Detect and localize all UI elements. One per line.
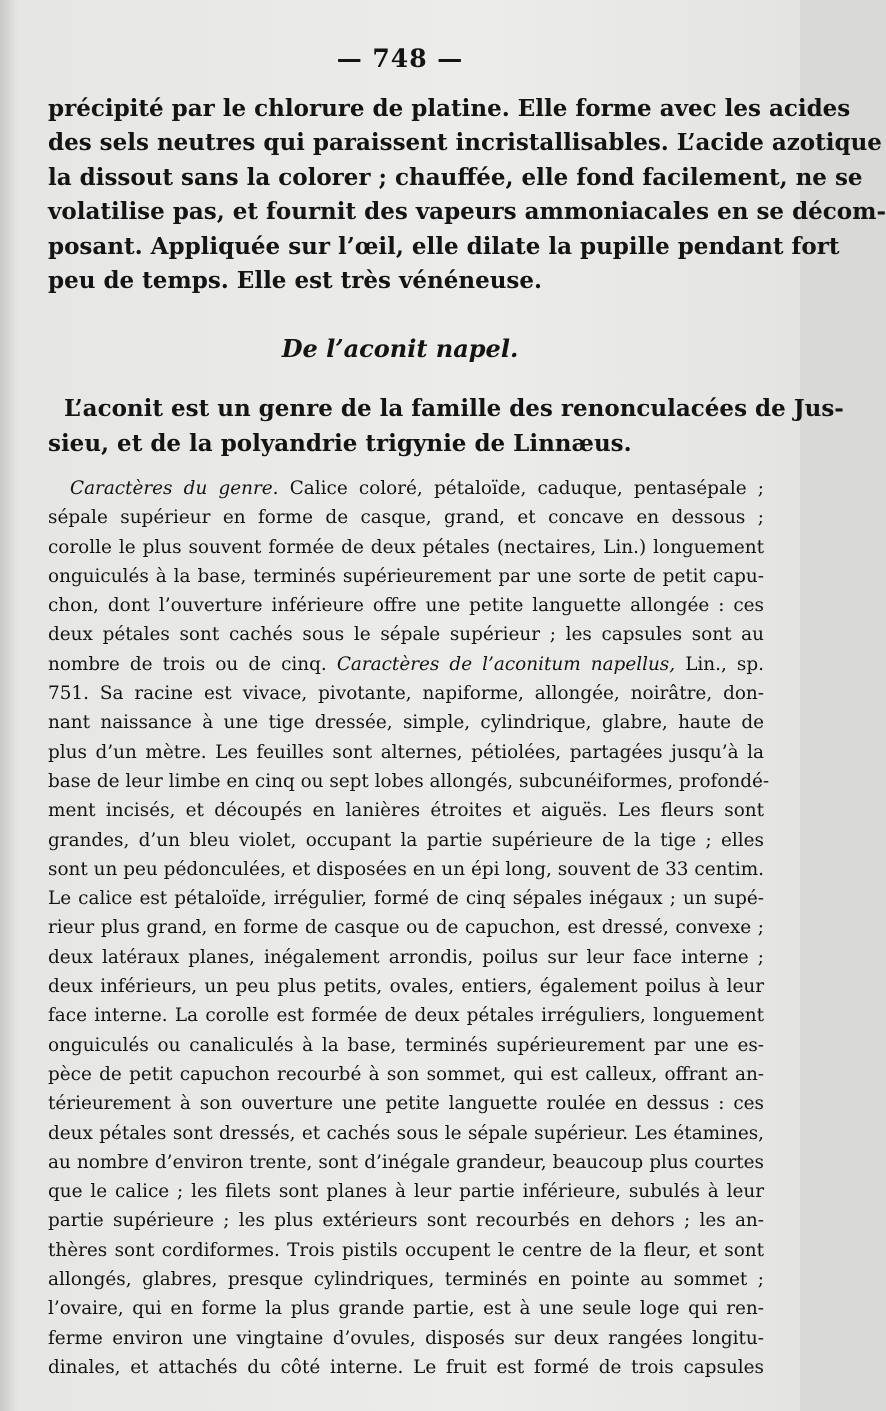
text-line: ferme environ une vingtaine d’ovules, disposés sur deux rangées longitu-	[48, 1327, 764, 1349]
section-heading: De l’aconit napel.	[281, 334, 519, 363]
text-line: base de leur limbe en cinq ou sept lobes allongés, subcunéiformes, profondé-	[48, 770, 770, 792]
text-line: chon, dont l’ouverture inférieure offre une petite languette allongée : ces	[48, 595, 764, 617]
text-line: que le calice ; les filets sont planes à leur partie inférieure, subulés à leur	[48, 1181, 764, 1203]
text-line: L’aconit est un genre de la famille des renonculacées de Jus-	[64, 395, 844, 422]
text-line: précipité par le chlorure de platine. Elle forme avec les acides	[48, 95, 851, 122]
text-line: la dissout sans la colorer ; chauffée, elle fond facilement, ne se	[48, 163, 863, 191]
text-line: térieurement à son ouverture une petite languette roulée en dessus : ces	[48, 1093, 764, 1115]
text-line: allongés, glabres, presque cylindriques, terminés en pointe au sommet ;	[48, 1269, 764, 1291]
text-line: dinales, et attachés du côté interne. Le fruit est formé de trois capsules	[48, 1356, 764, 1378]
text-line: deux pétales sont dressés, et cachés sous le sépale supérieur. Les étamines,	[48, 1122, 764, 1144]
text-line: plus d’un mètre. Les feuilles sont alternes, pétiolées, partagées jusqu’à la	[48, 741, 764, 763]
text-line: partie supérieure ; les plus extérieurs sont recourbés en dehors ; les an-	[48, 1210, 764, 1232]
text-line: face interne. La corolle est formée de deux pétales irréguliers, longuement	[48, 1005, 764, 1027]
text-line	[48, 474, 764, 503]
text-line	[48, 650, 764, 679]
text-line: onguiculés à la base, terminés supérieurement par une sorte de petit capu-	[48, 565, 764, 587]
text-line: onguiculés ou canaliculés à la base, terminés supérieurement par une es-	[48, 1034, 764, 1056]
text-line: ment incisés, et découpés en lanières étroites et aiguës. Les fleurs sont	[48, 800, 764, 822]
species-label: Caractères de l’aconitum napellus,	[336, 653, 676, 675]
text-line: corolle le plus souvent formée de deux pétales (nectaires, Lin.) longuement	[48, 536, 764, 558]
genre-label: Caractères du genre.	[70, 478, 279, 499]
page-number: — 748 —	[336, 44, 464, 73]
text-line: pèce de petit capuchon recourbé à son sommet, qui est calleux, offrant an-	[48, 1063, 764, 1085]
text-line: posant. Appliquée sur l’œil, elle dilate la pupille pendant fort	[48, 232, 840, 260]
text-line: thères sont cordiformes. Trois pistils occupent le centre de la fleur, et sont	[48, 1239, 764, 1261]
species-line-start: nombre de trois ou de cinq.	[48, 653, 337, 675]
text-line: peu de temps. Elle est très vénéneuse.	[48, 267, 543, 295]
text-line: au nombre d’environ trente, sont d’inégale grandeur, beaucoup plus courtes	[48, 1151, 764, 1173]
text-line: l’ovaire, qui en forme la plus grande partie, est à une seule loge qui ren-	[48, 1298, 764, 1320]
genre-line-rest: Calice coloré, pétaloïde, caduque, pentasépale ;	[278, 478, 764, 499]
text-line: grandes, d’un bleu violet, occupant la partie supérieure de la tige ; elles	[48, 829, 764, 851]
text-line: sieu, et de la polyandrie trigynie de Linnæus.	[48, 429, 632, 457]
intro-paragraph	[48, 92, 886, 298]
text-line: deux pétales sont cachés sous le sépale supérieur ; les capsules sont au	[48, 624, 764, 646]
text-line: sépale supérieur en forme de casque, grand, et concave en dessous ;	[48, 507, 764, 529]
lead-paragraph	[48, 392, 844, 461]
text-line: nant naissance à une tige dressée, simple, cylindrique, glabre, haute de	[48, 712, 764, 734]
text-line: 751. Sa racine est vivace, pivotante, napiforme, allongée, noirâtre, don-	[48, 683, 764, 705]
text-line: deux inférieurs, un peu plus petits, ovales, entiers, également poilus à leur	[48, 976, 764, 998]
text-line: Le calice est pétaloïde, irrégulier, formé de cinq sépales inégaux ; un supé-	[48, 888, 764, 910]
text-line: deux latéraux planes, inégalement arrondis, poilus sur leur face interne ;	[48, 946, 764, 968]
species-line-end: Lin., sp.	[675, 653, 764, 675]
description-paragraph	[48, 474, 770, 1382]
text-line: rieur plus grand, en forme de casque ou de capuchon, est dressé, convexe ;	[48, 917, 764, 939]
text-line: sont un peu pédonculées, et disposées en un épi long, souvent de 33 centim.	[48, 858, 764, 880]
text-line: volatilise pas, et fournit des vapeurs ammoniacales en se décom-	[48, 198, 886, 226]
text-line: des sels neutres qui paraissent incristallisables. L’acide azotique	[48, 129, 882, 157]
